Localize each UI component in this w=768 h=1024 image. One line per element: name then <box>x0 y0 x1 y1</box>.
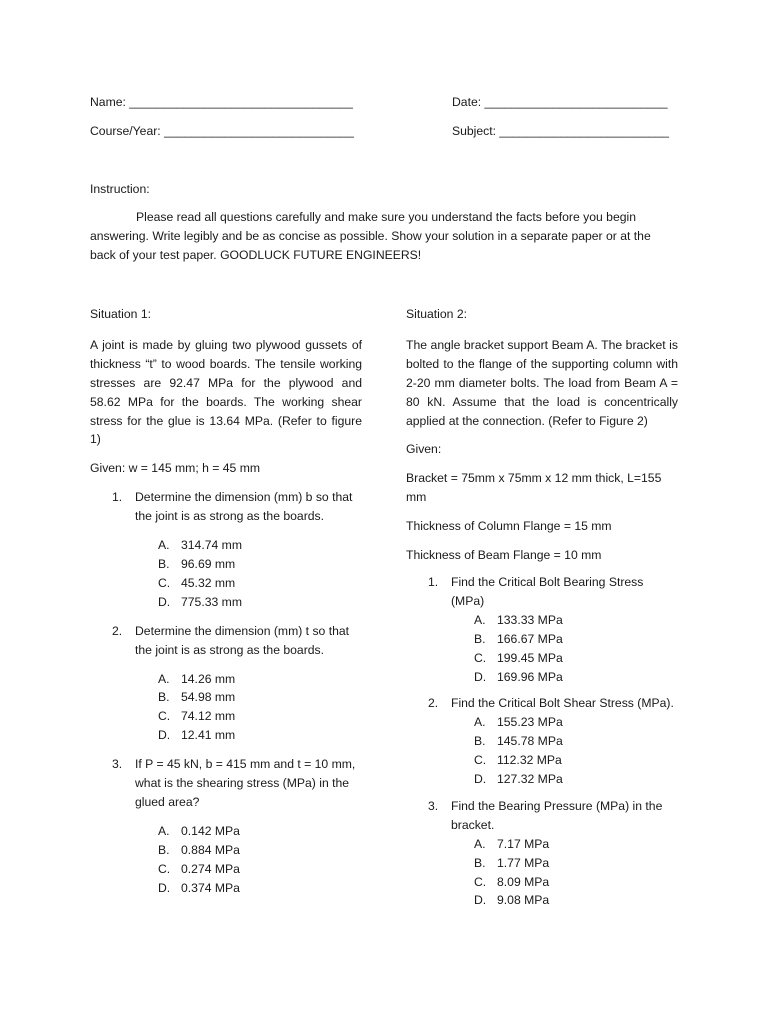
question-text: If P = 45 kN, b = 415 mm and t = 10 mm, what is the shearing stress (MPa) in the glued area? <box>135 757 356 809</box>
question-text: Determine the dimension (mm) b so that the joint is as strong as the boards. <box>135 490 353 524</box>
option <box>158 841 362 860</box>
option-text: 96.69 mm <box>181 556 236 571</box>
option-letter: A. <box>474 715 486 730</box>
option-letter: C. <box>474 753 487 768</box>
s2-question-1 <box>406 573 678 611</box>
option-letter: B. <box>474 734 486 749</box>
option-text: 1.77 MPa <box>497 855 550 870</box>
instruction-body: Please read all questions carefully and make sure you understand the facts before you begin answering. Write legibly and be as concise as possible. Show your solution in a separate paper or at the back of your test paper. GOODLUCK FUTURE ENGINEERS! <box>90 210 651 262</box>
situation-1-given: Given: w = 145 mm; h = 45 mm <box>90 461 261 476</box>
situation-1-column <box>90 305 362 907</box>
option <box>474 835 678 854</box>
s1-question-3 <box>90 755 362 812</box>
beam-flange-spec: Thickness of Beam Flange = 10 mm <box>406 548 602 563</box>
option-text: 112.32 MPa <box>497 753 562 768</box>
option-text: 74.12 mm <box>181 709 236 724</box>
option-letter: A. <box>474 836 486 851</box>
option-text: 166.67 MPa <box>497 631 563 646</box>
option-letter: C. <box>474 874 487 889</box>
option-letter: D. <box>158 728 171 743</box>
option-text: 0.884 MPa <box>181 842 240 857</box>
s2-question-2 <box>406 694 678 713</box>
option <box>158 536 362 555</box>
option <box>158 555 362 574</box>
option-text: 155.23 MPa <box>497 715 563 730</box>
option-text: 314.74 mm <box>181 538 242 553</box>
question-number: 1. <box>428 574 439 589</box>
situation-1-description: A joint is made by gluing two plywood gussets of thickness “t” to wood boards. The tensile working stresses are 92.47 MPa for the plywood and 58.62 MPa for the boards. The working shear stress for the glue is 13.64 MPa. (Refer to figure 1) <box>90 337 362 447</box>
option <box>158 688 362 707</box>
option <box>474 873 678 892</box>
subject-field: Subject: _________________________ <box>452 124 669 138</box>
option-letter: C. <box>158 575 171 590</box>
option-letter: D. <box>474 893 487 908</box>
column-flange-spec: Thickness of Column Flange = 15 mm <box>406 519 612 534</box>
situation-2-description: The angle bracket support Beam A. The bracket is bolted to the flange of the supporting column with 2-20 mm diameter bolts. The load from Beam A = 80 kN. Assume that the load is concentrically applied at the connection. (Refer to Figure 2) <box>406 337 678 428</box>
s1-q3-options <box>90 822 362 898</box>
option-text: 145.78 MPa <box>497 734 563 749</box>
s1-q1-options <box>90 536 362 612</box>
option-text: 0.374 MPa <box>181 880 240 895</box>
situation-1-title: Situation 1: <box>90 307 151 321</box>
s2-question-3 <box>406 797 678 835</box>
s2-q2-options <box>406 713 678 789</box>
question-text: Determine the dimension (mm) t so that the joint is as strong as the boards. <box>135 623 350 657</box>
option <box>158 726 362 745</box>
option-letter: C. <box>158 861 171 876</box>
option <box>158 879 362 898</box>
option-text: 0.142 MPa <box>181 823 240 838</box>
situation-2-title: Situation 2: <box>406 307 467 321</box>
option-letter: B. <box>474 631 486 646</box>
option <box>474 630 678 649</box>
instruction-label: Instruction: <box>90 182 150 196</box>
option <box>474 649 678 668</box>
question-number: 3. <box>112 757 123 772</box>
option-letter: D. <box>474 772 487 787</box>
option-text: 7.17 MPa <box>497 836 550 851</box>
option <box>474 854 678 873</box>
option <box>474 891 678 910</box>
option-letter: B. <box>158 556 170 571</box>
option <box>158 574 362 593</box>
situation-2-column <box>406 305 678 918</box>
question-number: 2. <box>428 696 439 711</box>
option-letter: B. <box>158 690 170 705</box>
s1-question-1 <box>90 488 362 526</box>
option-text: 9.08 MPa <box>497 893 550 908</box>
s2-q1-options <box>406 611 678 687</box>
question-number: 2. <box>112 623 123 638</box>
option-text: 775.33 mm <box>181 594 242 609</box>
question-text: Find the Bearing Pressure (MPa) in the bracket. <box>451 798 663 832</box>
option-text: 12.41 mm <box>181 728 236 743</box>
situation-2-given: Given: <box>406 442 442 457</box>
option <box>474 668 678 687</box>
option <box>474 732 678 751</box>
option <box>474 611 678 630</box>
option <box>158 860 362 879</box>
option <box>158 593 362 612</box>
option <box>474 713 678 732</box>
question-number: 3. <box>428 798 439 813</box>
name-field: Name: _________________________________ <box>90 95 353 109</box>
option-letter: D. <box>158 880 171 895</box>
option <box>158 670 362 689</box>
s2-q3-options <box>406 835 678 911</box>
question-text: Find the Critical Bolt Bearing Stress (MPa) <box>451 574 644 608</box>
option-letter: C. <box>158 709 171 724</box>
option-letter: D. <box>474 669 487 684</box>
option-text: 8.09 MPa <box>497 874 550 889</box>
question-text: Find the Critical Bolt Shear Stress (MPa). <box>451 696 674 711</box>
option <box>158 822 362 841</box>
date-field: Date: ___________________________ <box>452 95 668 109</box>
option-letter: D. <box>158 594 171 609</box>
option-letter: A. <box>474 612 486 627</box>
course-year-field: Course/Year: ____________________________ <box>90 124 354 138</box>
option-text: 133.33 MPa <box>497 612 563 627</box>
option-text: 169.96 MPa <box>497 669 563 684</box>
s1-q2-options <box>90 670 362 746</box>
option-text: 127.32 MPa <box>497 772 563 787</box>
option-text: 45.32 mm <box>181 575 236 590</box>
option-letter: C. <box>474 650 487 665</box>
option-text: 199.45 MPa <box>497 650 563 665</box>
bracket-spec: Bracket = 75mm x 75mm x 12 mm thick, L=155 mm <box>406 471 662 505</box>
s1-question-2 <box>90 622 362 660</box>
option-letter: B. <box>474 855 486 870</box>
instruction-text <box>90 208 668 265</box>
option <box>474 751 678 770</box>
option-letter: B. <box>158 842 170 857</box>
option <box>474 770 678 789</box>
option-letter: A. <box>158 671 170 686</box>
option-letter: A. <box>158 538 170 553</box>
option-text: 14.26 mm <box>181 671 236 686</box>
option <box>158 707 362 726</box>
option-text: 54.98 mm <box>181 690 236 705</box>
question-number: 1. <box>112 490 123 505</box>
option-text: 0.274 MPa <box>181 861 240 876</box>
option-letter: A. <box>158 823 170 838</box>
